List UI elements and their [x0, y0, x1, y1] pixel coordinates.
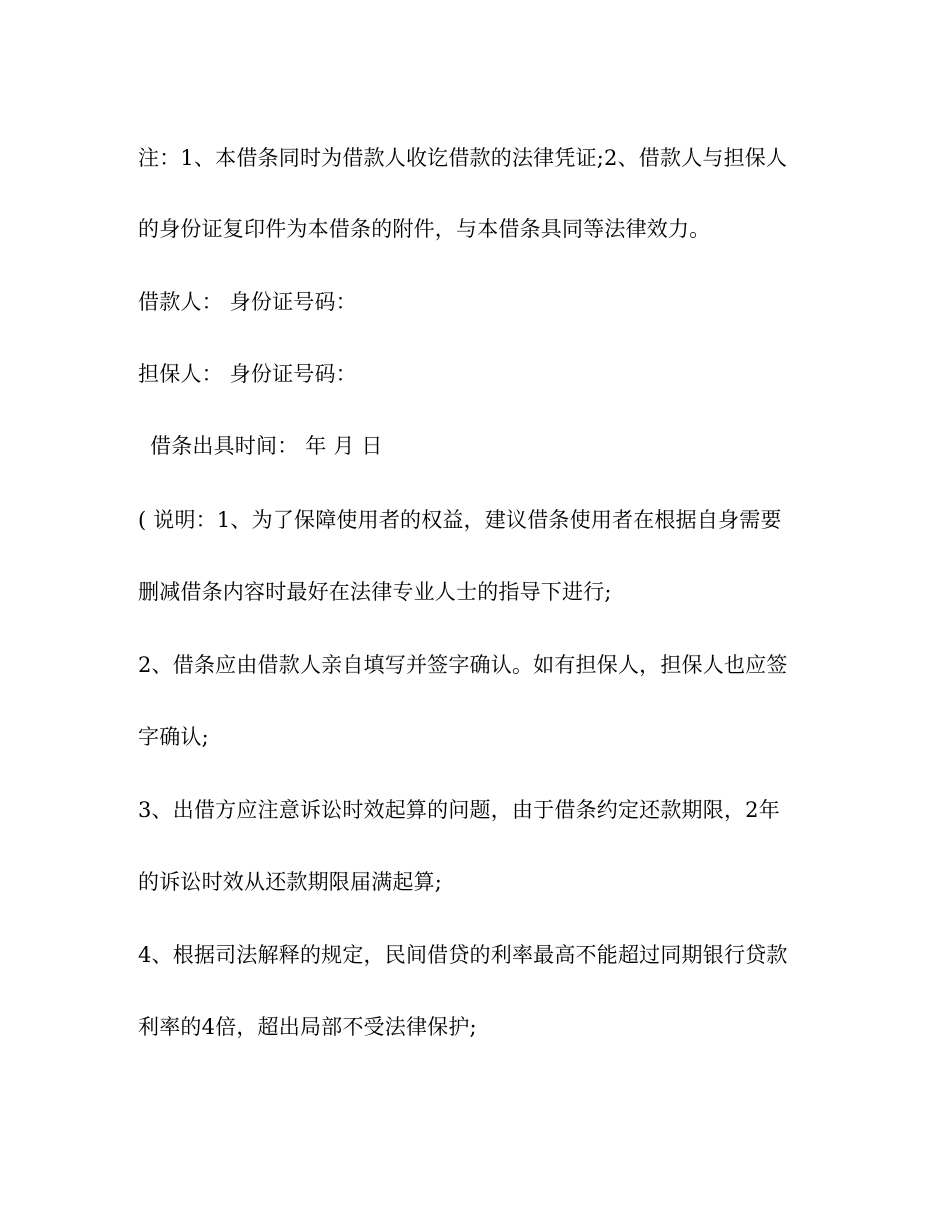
explanation-item-4-a: 4、根据司法解释的规定，民间借贷的利率最高不能超过同期银行贷款 [138, 943, 788, 967]
explanation-line-1: ( 说明：1、为了保障使用者的权益，建议借条使用者在根据自身需要 [138, 508, 782, 532]
explanation-item-2-b: 字确认; [138, 725, 209, 749]
guarantor-field: 担保人： 身份证号码： [138, 362, 357, 386]
explanation-item-3-a: 3、出借方应注意诉讼时效起算的问题，由于借条约定还款期限，2年 [138, 798, 780, 822]
note-line-1: 注：1、本借条同时为借款人收讫借款的法律凭证;2、借款人与担保人 [138, 146, 788, 170]
explanation-line-2: 删减借条内容时最好在法律专业人士的指导下进行; [138, 580, 612, 604]
note-line-2: 的身份证复印件为本借条的附件，与本借条具同等法律效力。 [138, 217, 711, 241]
explanation-item-4-b: 利率的4倍，超出局部不受法律保护; [138, 1015, 477, 1039]
issue-date-field: 借条出具时间： 年 月 日 [150, 434, 383, 458]
explanation-item-3-b: 的诉讼时效从还款期限届满起算; [138, 870, 443, 894]
borrower-field: 借款人： 身份证号码： [138, 290, 357, 314]
explanation-item-2-a: 2、借条应由借款人亲自填写并签字确认。如有担保人，担保人也应签 [138, 653, 788, 677]
